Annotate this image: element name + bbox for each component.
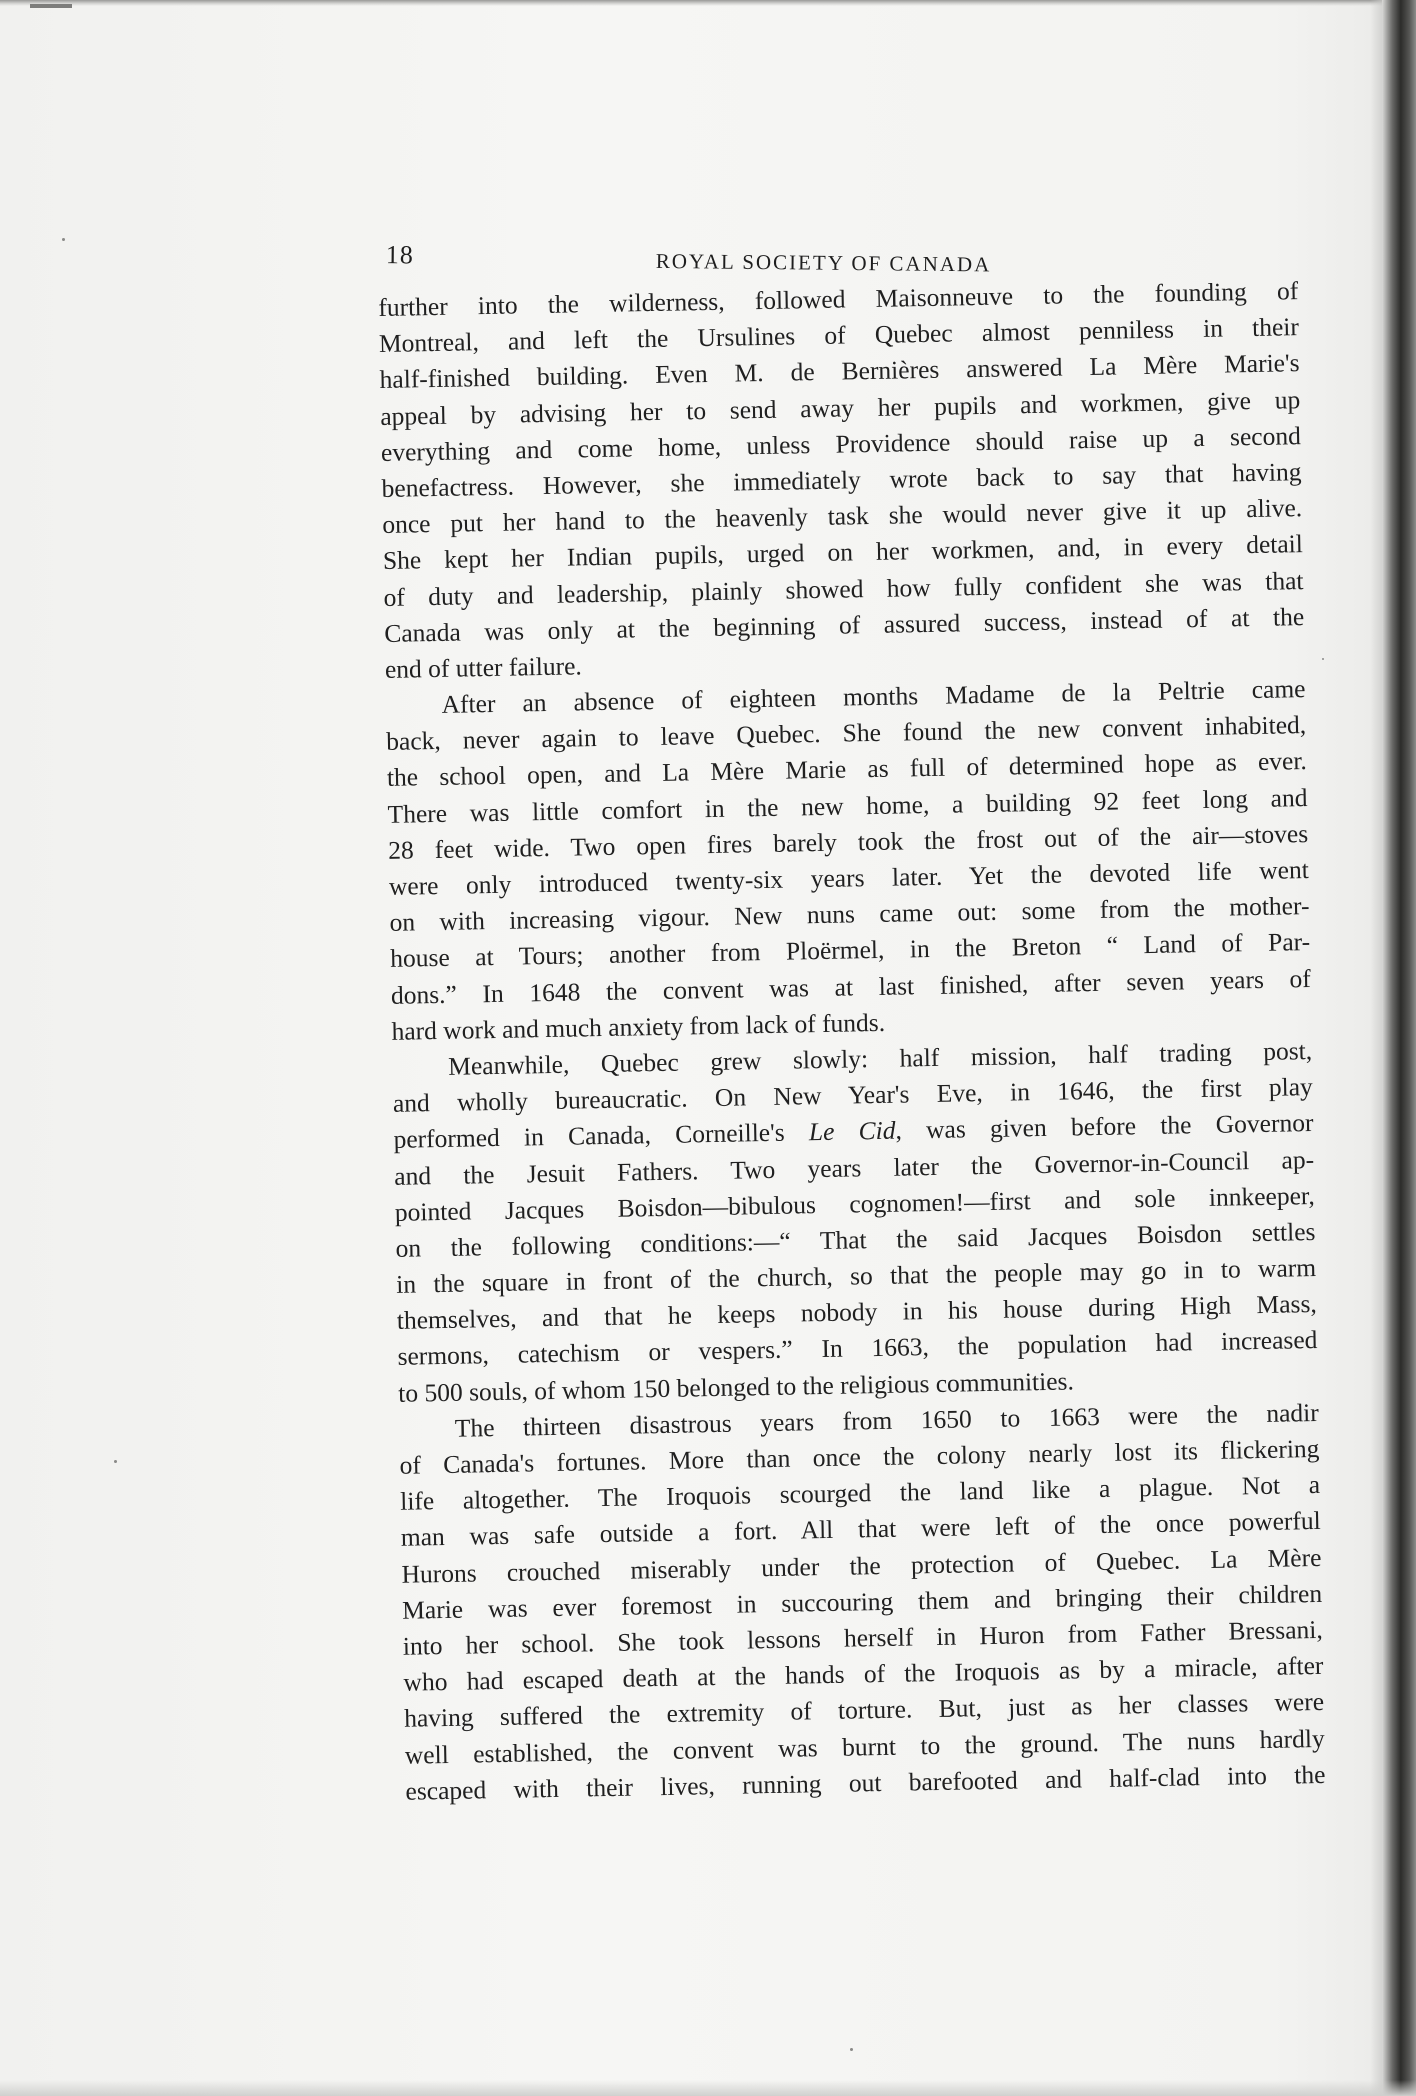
page-top-edge (0, 0, 1416, 6)
text-line: the school open, and La Mère Marie as full of determined hope as ever. (386, 746, 1308, 793)
text-line: once put her hand to the heavenly task she would never give it up alive. (382, 493, 1303, 540)
book-binding-edge (1382, 0, 1416, 2096)
text-line: escaped with their lives, running out barefooted and half-clad into the (405, 1759, 1326, 1806)
binding-shadow (1370, 0, 1382, 2096)
text-line: well established, the convent was burnt to the ground. The nuns hardly (404, 1723, 1325, 1770)
text-line: of Canada's fortunes. More than once the colony nearly lost its flickering (399, 1433, 1320, 1480)
text-line: further into the wilderness, followed Maisonneuve to the founding of (378, 276, 1299, 322)
paper-speck (114, 1460, 117, 1463)
text-line: in the square in front of the church, so that the people may go in to warm (395, 1253, 1317, 1299)
text-line: themselves, and that he keeps nobody in his house during High Mass, (396, 1289, 1317, 1336)
italic-title: Le Cid (808, 1115, 896, 1147)
text-line: into her school. She took lessons herself in Huron from Father Bressani, (402, 1614, 1323, 1661)
text-line: She kept her Indian pupils, urged on her workmen, and, in every detail (382, 529, 1304, 576)
text-line: Canada was only at the beginning of assured success, instead of at the (384, 601, 1305, 648)
text-line: everything and come home, unless Providence should raise up a second (380, 420, 1302, 467)
text-line: end of utter failure. (384, 651, 583, 684)
text-line: to 500 souls, of whom 150 belonged to the religious communities. (397, 1366, 1075, 1408)
paper-speck (62, 238, 65, 241)
page-number: 18 (385, 240, 414, 270)
text-line: and wholly bureaucratic. On New Year's Eve, in 1646, the first play (392, 1072, 1314, 1118)
text-fragment: , was given before the Governor (895, 1108, 1314, 1145)
body-text (378, 273, 1326, 1809)
text-line: life altogether. The Iroquois scourged the land like a plague. Not a (399, 1470, 1321, 1516)
text-line: Hurons crouched miserably under the protection of Quebec. La Mère (401, 1542, 1322, 1589)
text-line: dons.” In 1648 the convent was at last finished, after seven years of (390, 963, 1312, 1010)
text-line: sermons, catechism or vespers.” In 1663, the population had increased (397, 1325, 1318, 1372)
text-line: Meanwhile, Quebec grew slowly: half mission, half trading post, (447, 1035, 1313, 1081)
text-line: The thirteen disastrous years from 1650 to 1663 were the nadir (454, 1397, 1319, 1443)
text-line: benefactress. However, she immediately wrote back to say that having (381, 457, 1302, 503)
text-line: After an absence of eighteen months Madame de la Peltrie came (441, 674, 1306, 719)
corner-mark (30, 4, 72, 8)
text-line: on with increasing vigour. New nuns came out: some from the mother- (389, 891, 1310, 938)
text-fragment: performed in Canada, Corneille's (393, 1117, 810, 1155)
text-line: There was little comfort in the new home, a building 92 feet long and (387, 782, 1308, 829)
text-line: house at Tours; another from Ploërmel, in the Breton “ Land of Par- (389, 927, 1311, 974)
text-line: were only introduced twenty-six years later. Yet the devoted life went (388, 855, 1310, 901)
text-line: hard work and much anxiety from lack of funds. (391, 1007, 886, 1046)
paper-speck (1322, 658, 1324, 660)
text-line: half-finished building. Even M. de Bernières answered La Mère Marie's (379, 348, 1300, 395)
text-line: who had escaped death at the hands of the Iroquois as by a miracle, after (403, 1651, 1324, 1697)
text-line: back, never again to leave Quebec. She found the new convent inhabited, (386, 710, 1307, 757)
paper-speck (850, 2048, 853, 2051)
text-line: 28 feet wide. Two open fires barely took the frost out of the air—stoves (388, 818, 1309, 865)
text-line: on the following conditions:—“ That the said Jacques Boisdon settles (395, 1216, 1316, 1263)
text-line: Marie was ever foremost in succouring them and bringing their children (401, 1578, 1323, 1625)
text-line: Montreal, and left the Ursulines of Quebec almost penniless in their (378, 312, 1300, 359)
text-line: having suffered the extremity of torture. But, just as her classes were (403, 1687, 1325, 1734)
text-line: appeal by advising her to send away her pupils and workmen, give up (380, 384, 1301, 431)
text-line: pointed Jacques Boisdon—bibulous cognomen!—first and sole innkeeper, (394, 1180, 1316, 1227)
running-head: ROYAL SOCIETY OF CANADA (655, 248, 992, 277)
text-line: and the Jesuit Fathers. Two years later the Governor-in-Council ap- (393, 1144, 1315, 1191)
page-bottom-edge (0, 2080, 1416, 2096)
text-line: man was safe outside a fort. All that were left of the once powerful (400, 1506, 1321, 1553)
text-line: of duty and leadership, plainly showed how fully confident she was that (383, 565, 1304, 612)
